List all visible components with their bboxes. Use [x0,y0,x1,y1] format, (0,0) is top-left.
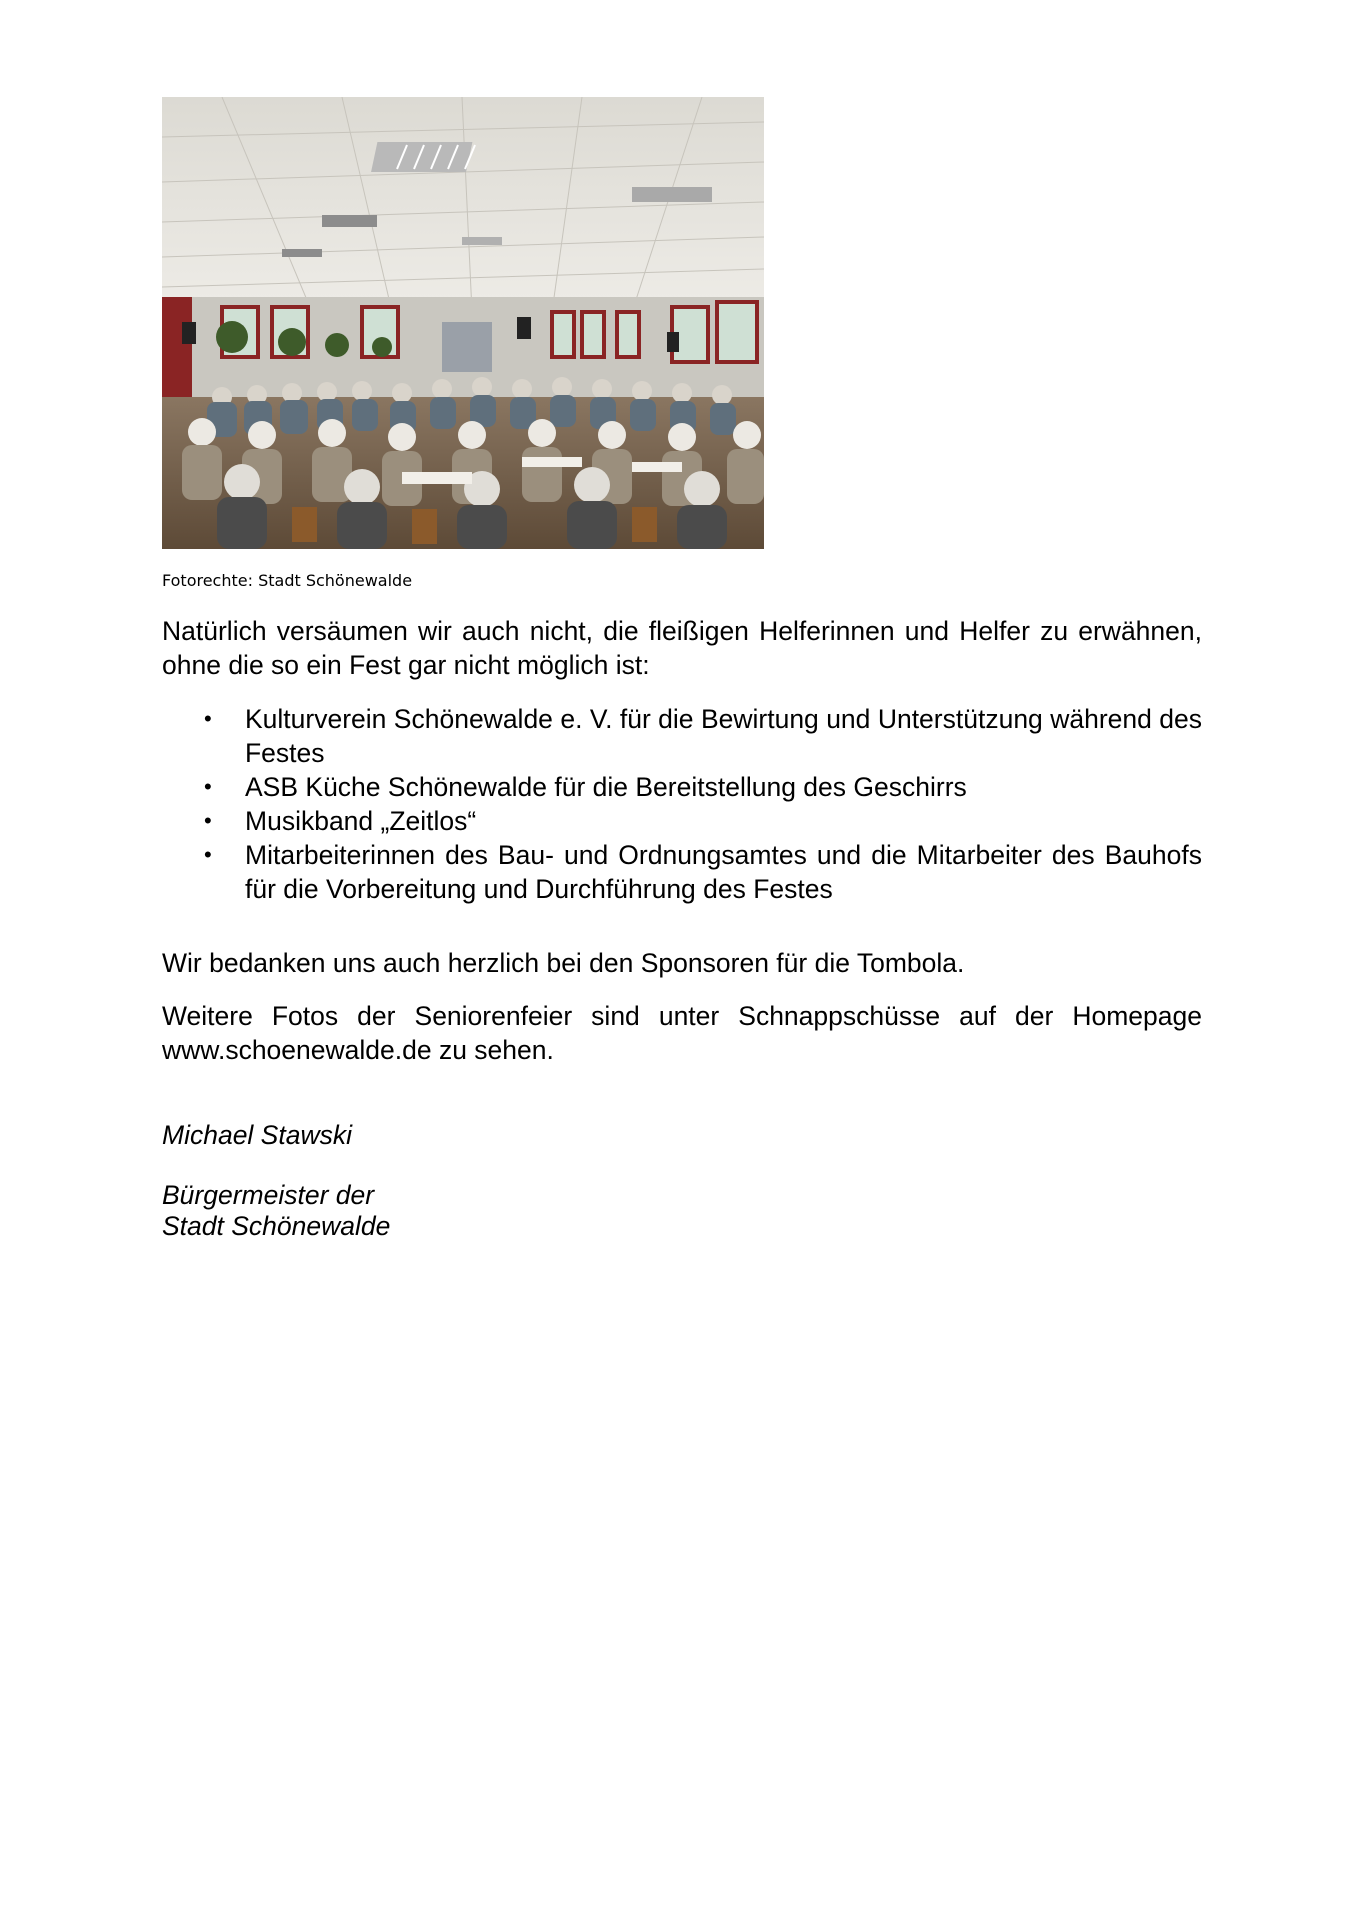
event-photo-illustration [162,97,764,549]
bullet: • [204,706,212,731]
bullet: • [204,842,212,867]
signature-role-line-2: Stadt Schönewalde [162,1211,391,1241]
photo-caption: Fotorechte: Stadt Schönewalde [162,571,413,590]
bullet: • [204,774,212,799]
list-item-text: Musikband „Zeitlos“ [245,806,477,836]
list-item-text: Kulturverein Schönewalde e. V. für die Bewirtung und Unterstützung während des Festes [245,704,1202,768]
list-item [162,702,1202,770]
helpers-list [162,702,1202,906]
list-item [162,838,1202,906]
signature-role-line-1: Bürgermeister der [162,1180,375,1210]
more-photos-paragraph: Weitere Fotos der Seniorenfeier sind unter Schnappschüsse auf der Homepage www.schoenewalde.de zu sehen. [162,1001,1202,1065]
event-photo [162,97,764,549]
signature-role [162,1180,390,1242]
list-item [162,804,1202,838]
signature-name: Michael Stawski [162,1120,352,1150]
list-item-text: ASB Küche Schönewalde für die Bereitstellung des Geschirrs [245,772,967,802]
thanks-paragraph: Wir bedanken uns auch herzlich bei den Sponsoren für die Tombola. [162,948,965,978]
intro-paragraph: Natürlich versäumen wir auch nicht, die fleißigen Helferinnen und Helfer zu erwähnen, ohne die so ein Fest gar nicht möglich ist: [162,616,1202,680]
list-item [162,770,1202,804]
bullet: • [204,808,212,833]
list-item-text: Mitarbeiterinnen des Bau- und Ordnungsamtes und die Mitarbeiter des Bauhofs für die Vorbereitung und Durchführung des Festes [245,840,1202,904]
